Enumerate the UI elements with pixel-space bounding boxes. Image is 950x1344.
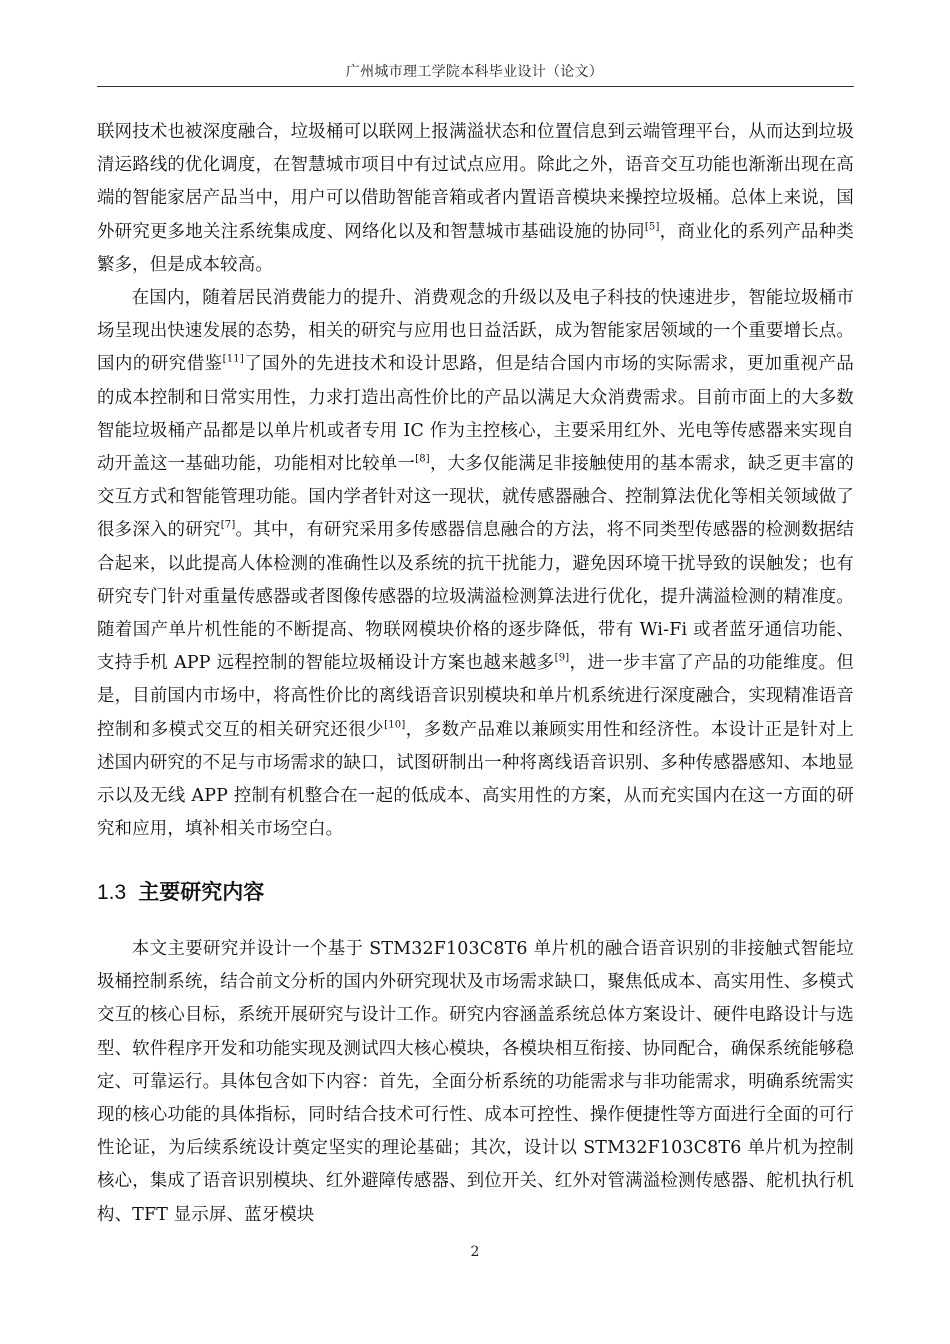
body-text-block-1 xyxy=(97,116,854,846)
section-title: 主要研究内容 xyxy=(138,880,265,904)
paragraph-text: 在国内，随着居民消费能力的提升、消费观念的升级以及电子科技的快速进步，智能垃圾桶市场呈现出快速发展的态势，相关的研究与应用也日益活跃，成为智能家居领域的一个重要增长点。国内的研究借鉴 xyxy=(97,288,854,375)
citation-ref: [10] xyxy=(384,719,406,731)
paragraph-text: 了国外的先进技术和设计思路，但是结合国内市场的实际需求，更加重视产品的成本控制和日常实用性，力求打造出高性价比的产品以满足大众消费需求。目前市面上的大多数智能垃圾桶产品都是以单片机或者专用 IC 作为主控核心，主要采用红外、光电等传感器来实现自动开盖这一基础功能，功能相对比较单一 xyxy=(97,354,854,475)
paragraph-foreign-research xyxy=(97,116,854,282)
citation-ref: [8] xyxy=(415,453,430,465)
section-number: 1.3 xyxy=(97,881,127,904)
paragraph-text: ，商业化的系列产品种类繁多，但是成本较高。 xyxy=(97,221,854,275)
paragraph-text: 。其中，有研究采用多传感器信息融合的方法，将不同类型传感器的检测数据结合起来，以此提高人体检测的准确性以及系统的抗干扰能力，避免因环境干扰导致的误触发；也有研究专门针对重量传感器或者图像传感器的垃圾满溢检测算法进行优化，提升满溢检测的精准度。随着国产单片机性能的不断提高、物联网模块价格的逐步降低，带有 Wi-Fi 或者蓝牙通信功能、支持手机 APP 远程控制的智能垃圾桶设计方案也越来越多 xyxy=(97,520,854,674)
section-heading xyxy=(97,872,264,913)
header-divider xyxy=(97,86,854,87)
paragraph-text: ，大多仅能满足非接触使用的基本需求，缺乏更丰富的交互方式和智能管理功能。国内学者针对这一现状，就传感器融合、控制算法优化等相关领域做了很多深入的研究 xyxy=(97,454,854,541)
paragraph-text: ，多数产品难以兼顾实用性和经济性。本设计正是针对上述国内研究的不足与市场需求的缺口，试图研制出一种将离线语音识别、多种传感器感知、本地显示以及无线 APP 控制有机整合在一起的低成本、高实用性的方案，从而充实国内在这一方面的研究和应用，填补相关市场空白。 xyxy=(97,719,854,840)
citation-ref: [11] xyxy=(222,353,244,365)
body-text-block-2 xyxy=(97,933,854,1232)
citation-ref: [7] xyxy=(220,519,236,531)
paragraph-domestic-research xyxy=(97,282,854,846)
paragraph-text: ，进一步丰富了产品的功能维度。但是，目前国内市场中，将高性价比的离线语音识别模块和单片机系统进行深度融合，实现精准语音控制和多模式交互的相关研究还很少 xyxy=(97,653,855,740)
citation-ref: [5] xyxy=(644,221,660,233)
citation-ref: [9] xyxy=(554,652,570,664)
paragraph-text: 联网技术也被深度融合，垃圾桶可以联网上报满溢状态和位置信息到云端管理平台，从而达到垃圾清运路线的优化调度，在智慧城市项目中有过试点应用。除此之外，语音交互功能也渐渐出现在高端的智能家居产品当中，用户可以借助智能音箱或者内置语音模块来操控垃圾桶。总体上来说，国外研究更多地关注系统集成度、网络化以及和智慧城市基础设施的协同 xyxy=(97,122,854,242)
page-number: 2 xyxy=(470,1244,480,1260)
page-header-title: 广州城市理工学院本科毕业设计（论文） xyxy=(345,64,604,80)
paragraph-research-content: 本文主要研究并设计一个基于 STM32F103C8T6 单片机的融合语音识别的非接触式智能垃圾桶控制系统，结合前文分析的国内外研究现状及市场需求缺口，聚焦低成本、高实用性、多模式交互的核心目标，系统开展研究与设计工作。研究内容涵盖系统总体方案设计、硬件电路设计与选型、软件程序开发和功能实现及测试四大核心模块，各模块相互衔接、协同配合，确保系统能够稳定、可靠运行。具体包含如下内容：首先，全面分析系统的功能需求与非功能需求，明确系统需实现的核心功能的具体指标，同时结合技术可行性、成本可控性、操作便捷性等方面进行全面的可行性论证，为后续系统设计奠定坚实的理论基础；其次，设计以 STM32F103C8T6 单片机为控制核心，集成了语音识别模块、红外避障传感器、到位开关、红外对管满溢检测传感器、舵机执行机构、TFT 显示屏、蓝牙模块 xyxy=(97,939,854,1225)
